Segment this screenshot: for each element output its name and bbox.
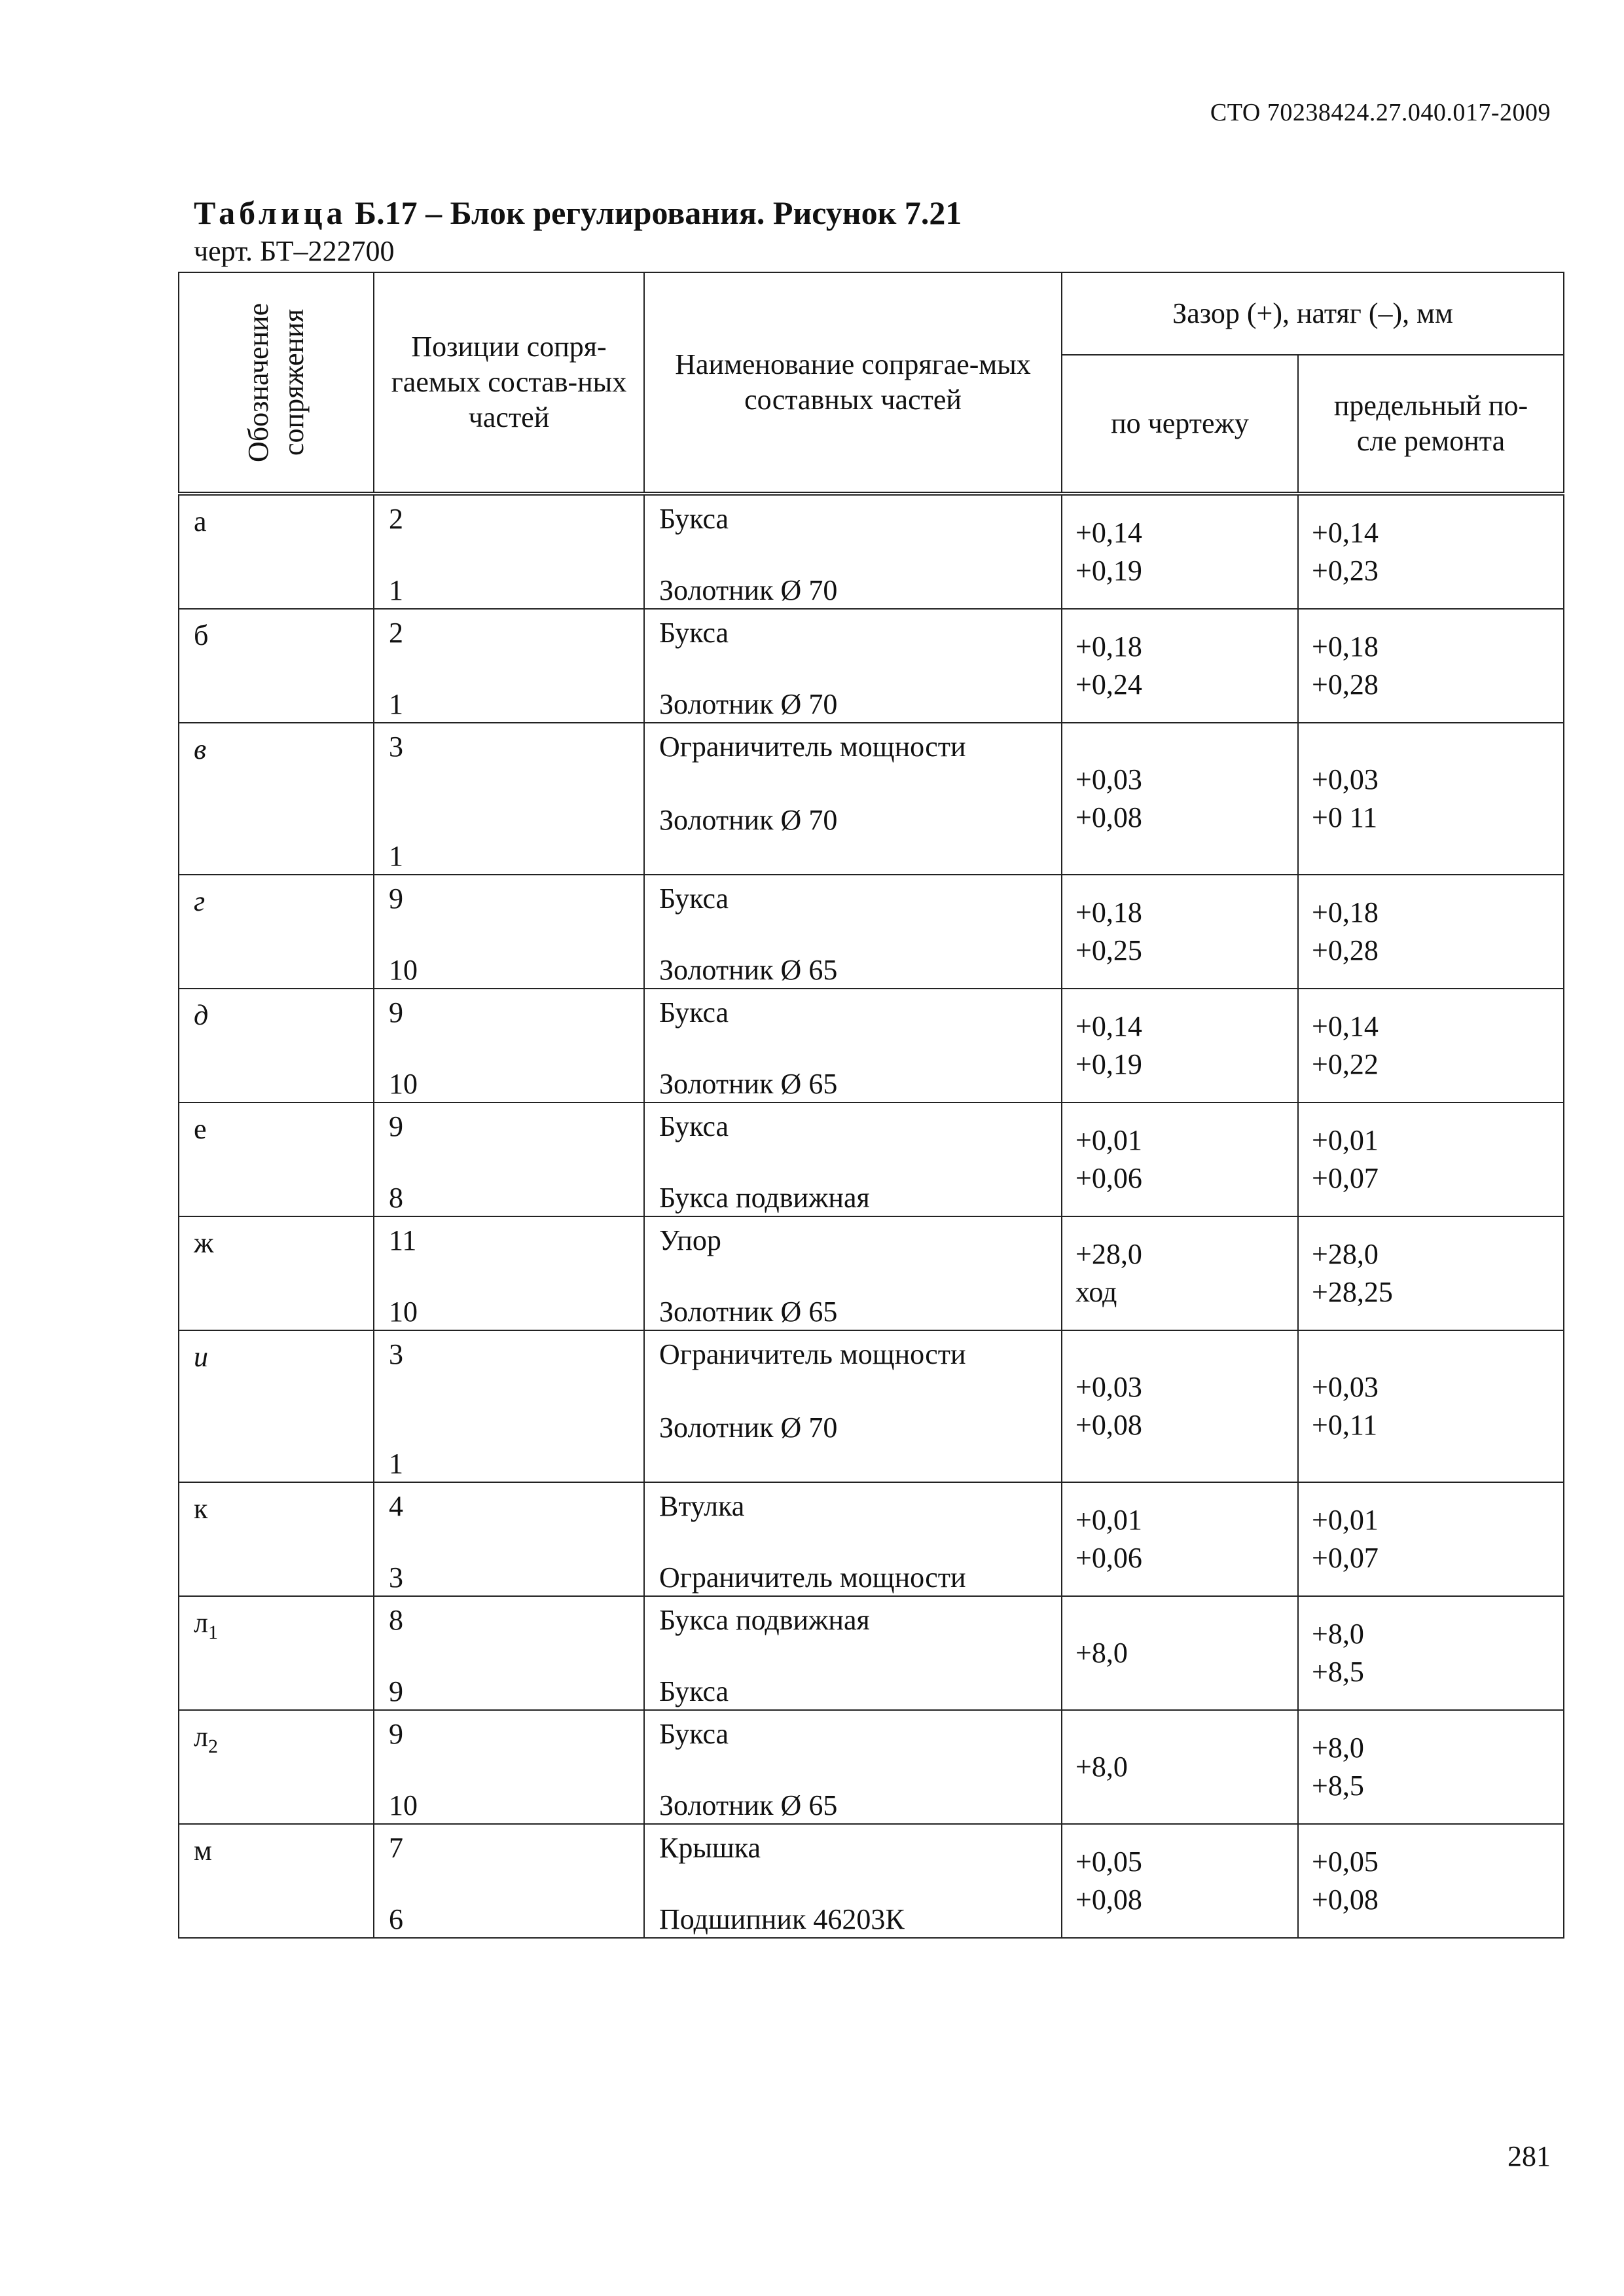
positions-cell bbox=[374, 1330, 644, 1482]
per-drawing-cell bbox=[1062, 1216, 1298, 1330]
value-upper: +0,01 bbox=[1312, 1124, 1379, 1156]
value-lower: +0,06 bbox=[1075, 1542, 1142, 1574]
designation-letter: а bbox=[194, 505, 207, 538]
value-upper: +0,05 bbox=[1312, 1846, 1379, 1878]
position-bottom: 1 bbox=[389, 688, 403, 720]
per-drawing-cell bbox=[1062, 494, 1298, 609]
designation-letter: в bbox=[194, 733, 207, 765]
part-name-top: Втулка bbox=[659, 1490, 745, 1522]
per-drawing-cell bbox=[1062, 723, 1298, 875]
designation-cell bbox=[179, 1216, 374, 1330]
value-lower: +0,25 bbox=[1075, 934, 1142, 966]
part-name-top: Крышка bbox=[659, 1832, 761, 1864]
part-name-bottom: Золотник Ø 70 bbox=[659, 1412, 838, 1444]
designation-letter: к bbox=[194, 1493, 208, 1525]
positions-cell bbox=[374, 1824, 644, 1938]
value-lower: +0,24 bbox=[1075, 668, 1142, 701]
part-name-bottom: Золотник Ø 70 bbox=[659, 574, 838, 606]
table-label: Таблица bbox=[194, 194, 347, 231]
part-name-bottom: Ограничитель мощности bbox=[659, 1561, 966, 1594]
position-top: 9 bbox=[389, 1110, 403, 1142]
position-bottom: 3 bbox=[389, 1561, 403, 1594]
value-upper: +28,0 bbox=[1075, 1238, 1142, 1270]
table-row bbox=[179, 1482, 1564, 1596]
value-upper: +0,14 bbox=[1075, 517, 1142, 549]
part-name-top: Букса bbox=[659, 1110, 729, 1142]
document-code: СТО 70238424.27.040.017-2009 bbox=[1210, 99, 1551, 126]
part-name-bottom: Золотник Ø 65 bbox=[659, 1789, 838, 1821]
designation-cell bbox=[179, 1710, 374, 1824]
limit-cell bbox=[1298, 1216, 1564, 1330]
table-row bbox=[179, 494, 1564, 609]
value-lower: +0,11 bbox=[1312, 1409, 1378, 1441]
table-row bbox=[179, 1330, 1564, 1482]
page-number: 281 bbox=[1507, 2140, 1551, 2172]
header-positions: Позиции сопря-гаемых состав-ных частей bbox=[374, 272, 644, 494]
part-name-bottom: Золотник Ø 65 bbox=[659, 1296, 838, 1328]
designation-cell bbox=[179, 1330, 374, 1482]
value-upper: +0,18 bbox=[1312, 896, 1379, 928]
names-cell bbox=[644, 1710, 1062, 1824]
limit-cell bbox=[1298, 723, 1564, 875]
designation-letter: м bbox=[194, 1834, 212, 1867]
table-row bbox=[179, 723, 1564, 875]
position-top: 7 bbox=[389, 1832, 403, 1864]
value-lower: +0,23 bbox=[1312, 555, 1379, 587]
position-top: 3 bbox=[389, 1338, 403, 1370]
designation-cell bbox=[179, 609, 374, 723]
value-lower: +0,08 bbox=[1312, 1884, 1379, 1916]
positions-cell bbox=[374, 723, 644, 875]
value-upper: +0,01 bbox=[1075, 1124, 1142, 1156]
value-upper: +8,0 bbox=[1075, 1637, 1128, 1669]
per-drawing-cell bbox=[1062, 1824, 1298, 1938]
table-row bbox=[179, 1216, 1564, 1330]
value-upper: +0,03 bbox=[1075, 763, 1142, 795]
value-lower: +0,22 bbox=[1312, 1048, 1379, 1080]
part-name-bottom: Букса bbox=[659, 1675, 729, 1707]
header-gap-group: Зазор (+), натяг (–), мм bbox=[1062, 272, 1564, 355]
limit-cell bbox=[1298, 1482, 1564, 1596]
names-cell bbox=[644, 1596, 1062, 1710]
table-row bbox=[179, 1710, 1564, 1824]
designation-letter: л bbox=[194, 1721, 208, 1753]
position-bottom: 9 bbox=[389, 1675, 403, 1707]
limit-cell bbox=[1298, 1330, 1564, 1482]
part-name-bottom: Подшипник 46203К bbox=[659, 1903, 905, 1935]
table-row bbox=[179, 1596, 1564, 1710]
value-upper: +0,03 bbox=[1312, 1371, 1379, 1403]
value-lower: ход bbox=[1075, 1276, 1117, 1308]
table-title bbox=[194, 194, 962, 232]
position-top: 2 bbox=[389, 503, 403, 535]
position-top: 4 bbox=[389, 1490, 403, 1522]
positions-cell bbox=[374, 989, 644, 1102]
positions-cell bbox=[374, 1102, 644, 1216]
value-lower: +0,28 bbox=[1312, 934, 1379, 966]
position-top: 2 bbox=[389, 617, 403, 649]
part-name-bottom: Золотник Ø 70 bbox=[659, 688, 838, 720]
value-lower: +0,28 bbox=[1312, 668, 1379, 701]
names-cell bbox=[644, 1824, 1062, 1938]
position-top: 8 bbox=[389, 1604, 403, 1636]
per-drawing-cell bbox=[1062, 1102, 1298, 1216]
per-drawing-cell bbox=[1062, 1596, 1298, 1710]
value-lower: +0 11 bbox=[1312, 801, 1378, 833]
per-drawing-cell bbox=[1062, 989, 1298, 1102]
designation-letter: е bbox=[194, 1113, 207, 1145]
value-upper: +0,14 bbox=[1075, 1010, 1142, 1042]
names-cell bbox=[644, 1216, 1062, 1330]
value-upper: +0,01 bbox=[1312, 1504, 1379, 1536]
positions-cell bbox=[374, 1710, 644, 1824]
limit-cell bbox=[1298, 1824, 1564, 1938]
part-name-top: Ограничитель мощности bbox=[659, 1338, 966, 1370]
position-bottom: 1 bbox=[389, 574, 403, 606]
limit-cell bbox=[1298, 494, 1564, 609]
names-cell bbox=[644, 1482, 1062, 1596]
value-upper: +0,01 bbox=[1075, 1504, 1142, 1536]
designation-letter: б bbox=[194, 619, 209, 651]
part-name-top: Букса bbox=[659, 1718, 729, 1750]
value-lower: +28,25 bbox=[1312, 1276, 1393, 1308]
position-top: 3 bbox=[389, 731, 403, 763]
table-title-text: Б.17 – Блок регулирования. Рисунок 7.21 bbox=[346, 194, 962, 231]
designation-letter: л bbox=[194, 1607, 208, 1639]
value-upper: +0,14 bbox=[1312, 1010, 1379, 1042]
position-bottom: 1 bbox=[389, 1448, 403, 1480]
positions-cell bbox=[374, 494, 644, 609]
part-name-bottom: Золотник Ø 65 bbox=[659, 1068, 838, 1100]
part-name-top: Букса подвижная bbox=[659, 1604, 870, 1636]
designation-letter: ж bbox=[194, 1227, 214, 1259]
part-name-top: Букса bbox=[659, 503, 729, 535]
positions-cell bbox=[374, 1596, 644, 1710]
per-drawing-cell bbox=[1062, 875, 1298, 989]
names-cell bbox=[644, 1330, 1062, 1482]
value-lower: +0,08 bbox=[1075, 801, 1142, 833]
part-name-top: Ограничитель мощности bbox=[659, 731, 966, 763]
designation-cell bbox=[179, 1596, 374, 1710]
position-bottom: 10 bbox=[389, 1789, 418, 1821]
position-top: 9 bbox=[389, 996, 403, 1029]
names-cell bbox=[644, 723, 1062, 875]
names-cell bbox=[644, 875, 1062, 989]
per-drawing-cell bbox=[1062, 609, 1298, 723]
position-bottom: 1 bbox=[389, 840, 403, 872]
positions-cell bbox=[374, 609, 644, 723]
designation-letter: г bbox=[194, 885, 206, 917]
value-upper: +0,05 bbox=[1075, 1846, 1142, 1878]
names-cell bbox=[644, 494, 1062, 609]
header-designation: Обозначение сопряжения bbox=[179, 272, 374, 494]
designation-cell bbox=[179, 723, 374, 875]
value-lower: +0,08 bbox=[1075, 1409, 1142, 1441]
position-bottom: 10 bbox=[389, 954, 418, 986]
designation-cell bbox=[179, 1102, 374, 1216]
names-cell bbox=[644, 989, 1062, 1102]
value-lower: +8,5 bbox=[1312, 1770, 1364, 1802]
table-row bbox=[179, 1102, 1564, 1216]
value-upper: +8,0 bbox=[1312, 1732, 1364, 1764]
table-row bbox=[179, 875, 1564, 989]
table-row bbox=[179, 609, 1564, 723]
names-cell bbox=[644, 1102, 1062, 1216]
value-lower: +0,07 bbox=[1312, 1162, 1379, 1194]
position-bottom: 6 bbox=[389, 1903, 403, 1935]
limit-cell bbox=[1298, 1596, 1564, 1710]
designation-subscript: 1 bbox=[208, 1621, 218, 1643]
value-lower: +0,08 bbox=[1075, 1884, 1142, 1916]
header-limit-after-repair: предельный по-сле ремонта bbox=[1298, 355, 1564, 494]
limit-cell bbox=[1298, 1102, 1564, 1216]
positions-cell bbox=[374, 875, 644, 989]
fit-table bbox=[178, 272, 1564, 1939]
designation-cell bbox=[179, 494, 374, 609]
names-cell bbox=[644, 609, 1062, 723]
value-lower: +8,5 bbox=[1312, 1656, 1364, 1688]
part-name-top: Упор bbox=[659, 1224, 721, 1256]
value-upper: +28,0 bbox=[1312, 1238, 1379, 1270]
value-upper: +0,14 bbox=[1312, 517, 1379, 549]
value-lower: +0,07 bbox=[1312, 1542, 1379, 1574]
value-upper: +8,0 bbox=[1075, 1751, 1128, 1783]
part-name-bottom: Букса подвижная bbox=[659, 1182, 870, 1214]
value-upper: +0,18 bbox=[1312, 630, 1379, 663]
part-name-bottom: Золотник Ø 65 bbox=[659, 954, 838, 986]
part-name-top: Букса bbox=[659, 883, 729, 915]
designation-letter: и bbox=[194, 1341, 208, 1373]
value-lower: +0,06 bbox=[1075, 1162, 1142, 1194]
per-drawing-cell bbox=[1062, 1710, 1298, 1824]
position-bottom: 8 bbox=[389, 1182, 403, 1214]
per-drawing-cell bbox=[1062, 1330, 1298, 1482]
table-row bbox=[179, 1824, 1564, 1938]
value-upper: +0,18 bbox=[1075, 896, 1142, 928]
position-top: 9 bbox=[389, 883, 403, 915]
limit-cell bbox=[1298, 989, 1564, 1102]
limit-cell bbox=[1298, 1710, 1564, 1824]
designation-letter: д bbox=[194, 999, 209, 1031]
per-drawing-cell bbox=[1062, 1482, 1298, 1596]
value-upper: +8,0 bbox=[1312, 1618, 1364, 1650]
position-top: 9 bbox=[389, 1718, 403, 1750]
part-name-top: Букса bbox=[659, 617, 729, 649]
part-name-top: Букса bbox=[659, 996, 729, 1029]
position-bottom: 10 bbox=[389, 1296, 418, 1328]
position-top: 11 bbox=[389, 1224, 417, 1256]
drawing-reference: черт. БТ–222700 bbox=[194, 235, 395, 267]
designation-cell bbox=[179, 989, 374, 1102]
value-upper: +0,03 bbox=[1312, 763, 1379, 795]
limit-cell bbox=[1298, 609, 1564, 723]
limit-cell bbox=[1298, 875, 1564, 989]
table-row bbox=[179, 989, 1564, 1102]
header-names: Наименование сопрягае-мых составных частей bbox=[644, 272, 1062, 494]
value-upper: +0,03 bbox=[1075, 1371, 1142, 1403]
positions-cell bbox=[374, 1216, 644, 1330]
value-upper: +0,18 bbox=[1075, 630, 1142, 663]
value-lower: +0,19 bbox=[1075, 555, 1142, 587]
designation-cell bbox=[179, 875, 374, 989]
header-per-drawing: по чертежу bbox=[1062, 355, 1298, 494]
designation-cell bbox=[179, 1482, 374, 1596]
position-bottom: 10 bbox=[389, 1068, 418, 1100]
positions-cell bbox=[374, 1482, 644, 1596]
designation-subscript: 2 bbox=[208, 1735, 218, 1757]
designation-cell bbox=[179, 1824, 374, 1938]
value-lower: +0,19 bbox=[1075, 1048, 1142, 1080]
part-name-bottom: Золотник Ø 70 bbox=[659, 804, 838, 836]
